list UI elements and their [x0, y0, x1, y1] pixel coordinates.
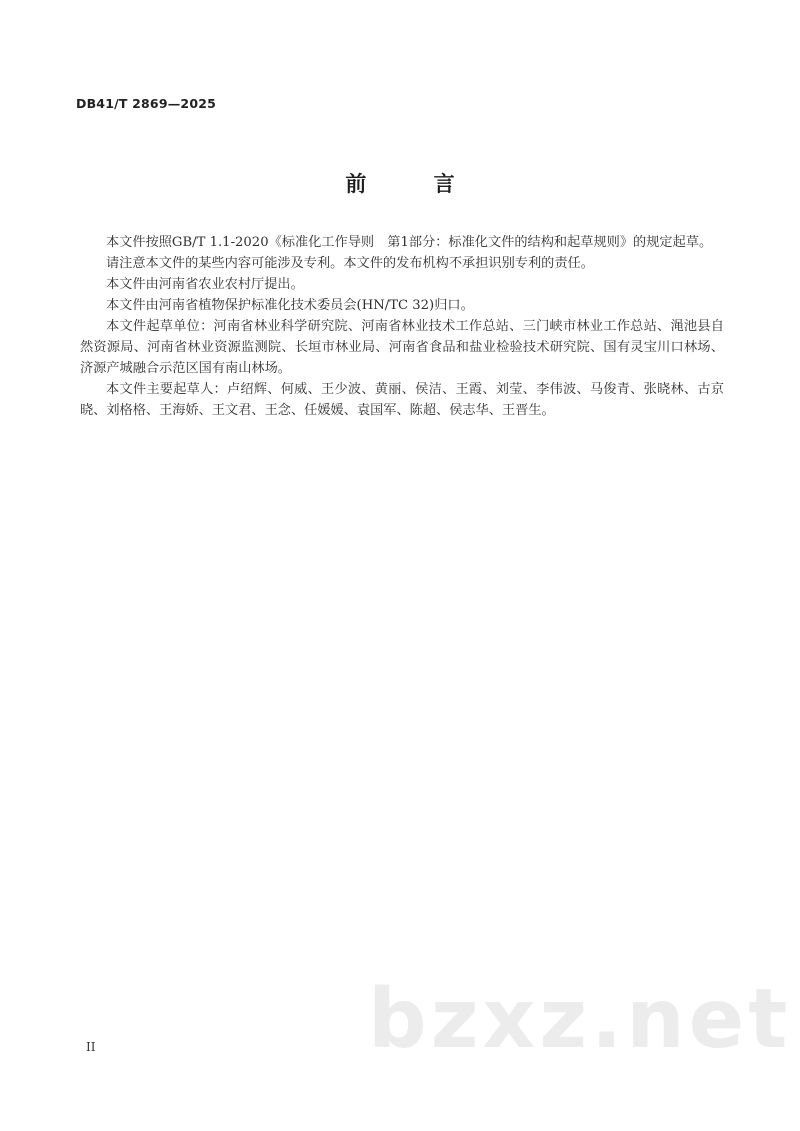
page-number: II: [86, 1040, 96, 1054]
watermark: bzxz.net: [368, 972, 792, 1067]
page-title: 前 言: [345, 172, 485, 196]
paragraph-centralized-by: 本文件由河南省植物保护标准化技术委员会(HN/TC 32)归口。: [106, 298, 474, 313]
paragraph-standard-basis: 本文件按照GB/T 1.1-2020《标准化工作导则 第1部分：标准化文件的结构和起草规则》的规定起草。: [106, 235, 713, 250]
document-id: DB41/T 2869—2025: [76, 96, 217, 111]
paragraph-drafting-units: 本文件起草单位：河南省林业科学研究院、河南省林业技术工作总站、三门峡市林业工作总站、渑池县自然资源局、河南省林业资源监测院、长垣市林业局、河南省食品和盐业检验技术研究院、国有灵宝川口林场、济源产城融合示范区国有南山林场。: [80, 319, 724, 376]
paragraph-drafters: 本文件主要起草人：卢绍辉、何威、王少波、黄丽、侯洁、王霞、刘莹、李伟波、马俊青、张晓林、古京晓、刘格格、王海娇、王文君、王念、任媛媛、袁国军、陈超、侯志华、王晋生。: [80, 382, 724, 418]
paragraph-patent-notice: 请注意本文件的某些内容可能涉及专利。本文件的发布机构不承担识别专利的责任。: [106, 256, 594, 271]
paragraph-proposer: 本文件由河南省农业农村厅提出。: [106, 277, 304, 292]
foreword-body: [80, 232, 724, 421]
